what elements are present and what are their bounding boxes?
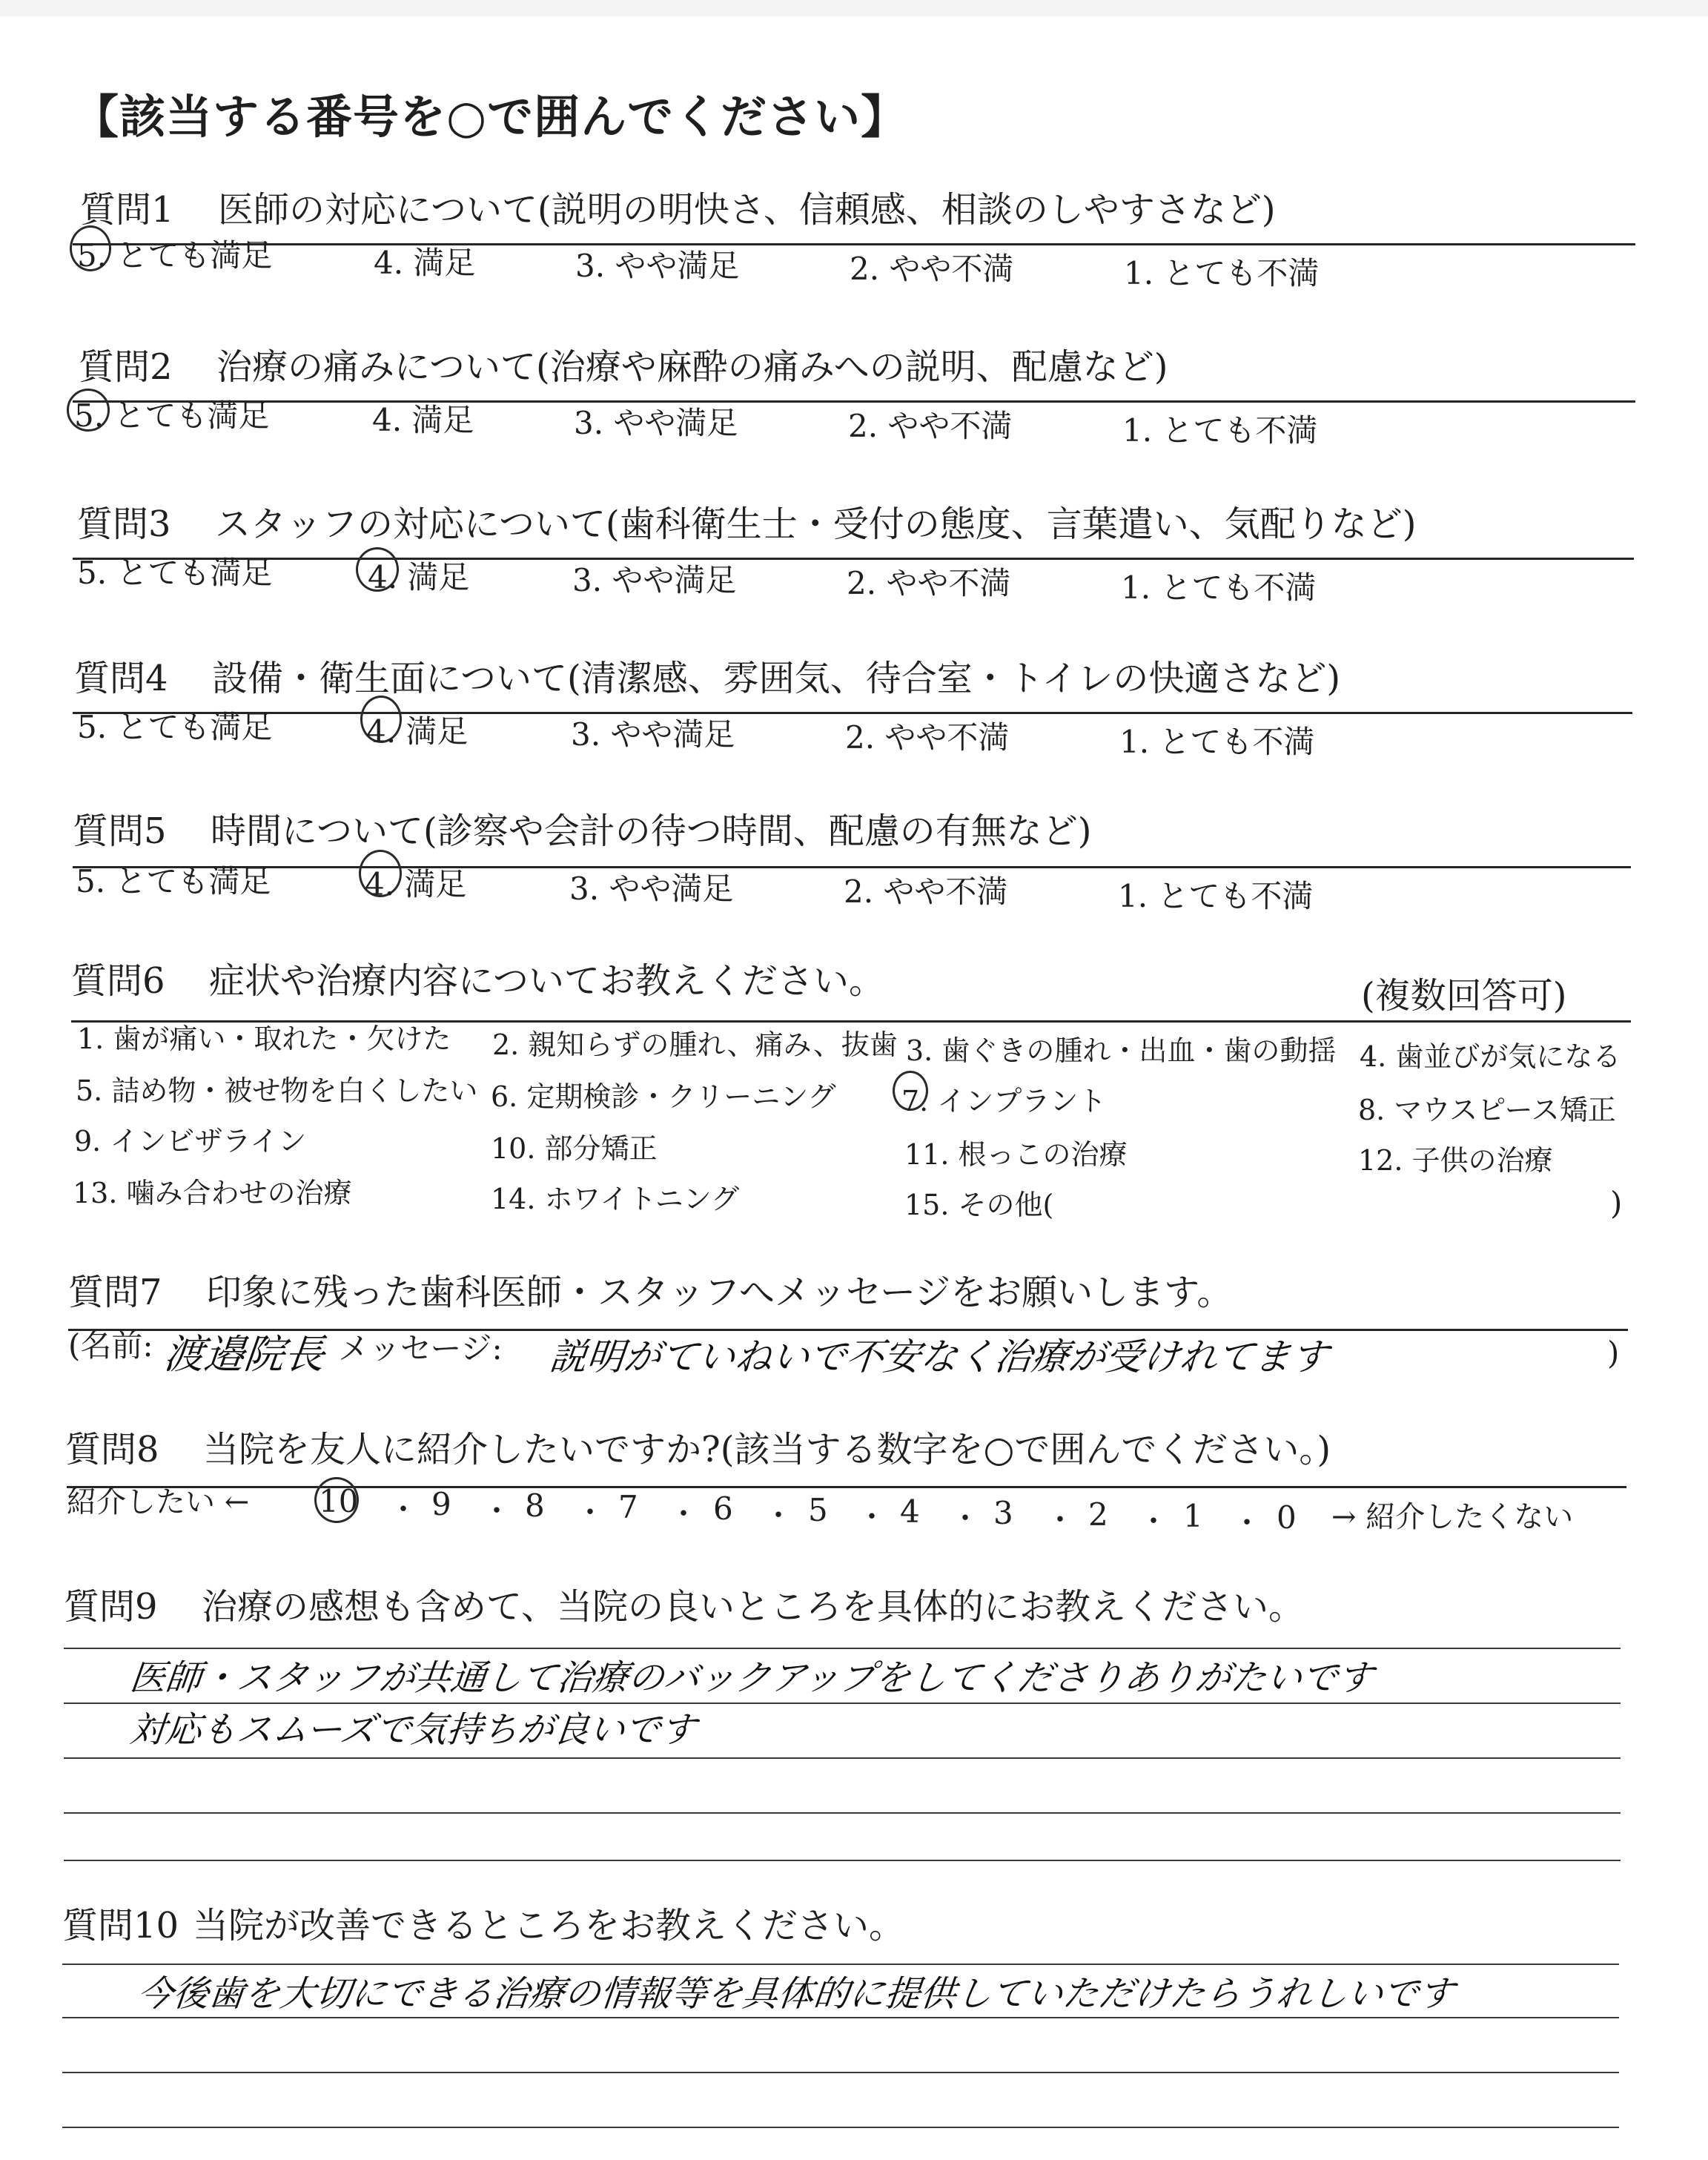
rating-option-4[interactable]: 4. 満足 [374,245,476,281]
question-2-heading: 質問2 治療の痛みについて(治療や麻酔の痛みへの説明、配慮など) [79,346,1168,388]
multiple-answers-note: (複数回答可) [1361,975,1567,1017]
rating-option-3[interactable]: 3. やや満足 [574,405,738,441]
question-9-heading: 質問9 治療の感想も含めて、当院の良いところを具体的にお教えください。 [64,1586,1305,1628]
question-8-rule [67,1486,1626,1488]
recommend-left-label: 紹介したい ← [67,1485,250,1519]
rating-option-1[interactable]: 1. とても不満 [1122,412,1318,449]
rating-option-2[interactable]: 2. やや不満 [847,565,1011,601]
scale-value[interactable]: 6 [713,1490,733,1527]
q10-answer-line-1[interactable]: 今後歯を大切にできる治療の情報等を具体的に提供していただけたらうれしいです [135,1973,1457,2015]
rating-option-4[interactable]: 4. 満足 [368,559,470,595]
scale-value[interactable]: 9 [431,1486,451,1522]
rating-option-5[interactable]: 5. とても満足 [77,555,273,591]
question-8-heading: 質問8 当院を友人に紹介したいですか?(該当する数字を○で囲んでください。) [65,1429,1331,1470]
rating-option-2[interactable]: 2. やや不満 [848,408,1013,444]
scale-value[interactable]: 2 [1088,1496,1108,1533]
rating-option-1[interactable]: 1. とても不満 [1121,569,1317,606]
treatment-option[interactable]: 7. インプラント [901,1085,1107,1117]
rating-option-5[interactable]: 5. とても満足 [74,397,270,434]
treatment-option[interactable]: 2. 親知らずの腫れ、痛み、抜歯 [492,1028,898,1061]
rating-option-3[interactable]: 3. やや満足 [572,562,737,598]
rating-option-1[interactable]: 1. とても不満 [1124,255,1320,291]
treatment-option[interactable]: 8. マウスピース矯正 [1358,1094,1616,1126]
scale-value[interactable]: 4 [900,1493,920,1530]
question-6-heading: 質問6 症状や治療内容についてお教えください。 [71,960,885,1002]
name-handwritten[interactable]: 渡邉院長 [162,1331,327,1378]
question-10-heading: 質問10 当院が改善できるところをお教えください。 [62,1905,905,1946]
scale-value[interactable]: 5 [808,1492,828,1528]
rating-option-3[interactable]: 3. やや満足 [569,871,734,907]
treatment-option[interactable]: 11. 根っこの治療 [904,1138,1128,1171]
answer-line [62,2017,1619,2018]
question-7-heading: 質問7 印象に残った歯科医師・スタッフへメッセージをお願いします。 [68,1272,1233,1313]
rating-option-4[interactable]: 4. 満足 [372,402,474,438]
answer-line [62,2072,1619,2073]
q9-answer-line-2[interactable]: 対応もスムーズで気持ちが良いです [128,1709,698,1751]
scale-separator: ・ [575,1496,605,1530]
scale-separator: ・ [1232,1506,1262,1540]
treatment-option[interactable]: 5. 詰め物・被せ物を白くしたい [76,1074,478,1107]
scale-value[interactable]: 1 [1183,1498,1203,1534]
scale-separator: ・ [764,1499,793,1533]
rating-option-4[interactable]: 4. 満足 [365,866,467,902]
question-3-heading: 質問3 スタッフの対応について(歯科衛生士・受付の態度、言葉遣い、気配りなど) [77,503,1417,545]
treatment-option[interactable]: 4. 歯並びが気になる [1360,1040,1621,1073]
treatment-option[interactable]: 15. その他( [904,1189,1054,1221]
rating-option-1[interactable]: 1. とても不満 [1119,724,1315,760]
message-label: メッセージ: [338,1330,503,1367]
rating-option-1[interactable]: 1. とても不満 [1118,878,1314,914]
recommend-right-label: → 紹介したくない [1331,1500,1574,1534]
question-5-heading: 質問5 時間について(診察や会計の待つ時間、配慮の有無など) [73,810,1092,852]
rating-option-4[interactable]: 4. 満足 [366,713,469,750]
rating-option-5[interactable]: 5. とても満足 [76,863,271,899]
rating-option-2[interactable]: 2. やや不満 [844,873,1008,910]
scale-value[interactable]: 0 [1277,1499,1297,1536]
treatment-option[interactable]: 13. 噛み合わせの治療 [73,1177,352,1209]
question-1-heading: 質問1 医師の対応について(説明の明快さ、信頼感、相談のしやすさなど) [80,189,1276,231]
treatment-option[interactable]: 12. 子供の治療 [1358,1144,1553,1177]
answer-line [64,1812,1621,1814]
scale-separator: ・ [388,1493,418,1527]
rating-option-3[interactable]: 3. やや満足 [575,248,740,284]
answer-line [62,2127,1619,2128]
rating-option-5[interactable]: 5. とても満足 [77,237,273,274]
message-handwritten[interactable]: 説明がていねいで不安なく治療が受けれてます [547,1335,1331,1378]
treatment-option[interactable]: 9. インビザライン [74,1125,307,1157]
scale-separator: ・ [482,1494,512,1528]
name-label: (名前: [68,1327,153,1364]
answer-line [64,1860,1621,1861]
question-4-heading: 質問4 設備・衛生面について(清潔感、雰囲気、待合室・トイレの快適さなど) [74,658,1341,699]
scale-value[interactable]: 10 [319,1483,359,1519]
treatment-option[interactable]: 6. 定期検診・クリーニング [491,1080,836,1113]
page-title: 【該当する番号を○で囲んでください】 [73,90,908,144]
rating-option-5[interactable]: 5. とても満足 [77,709,273,745]
scale-separator: ・ [669,1497,698,1531]
scale-separator: ・ [857,1500,887,1534]
message-close-paren: ) [1607,1335,1620,1371]
scale-separator: ・ [1139,1505,1168,1539]
scale-value[interactable]: 3 [993,1495,1013,1531]
answer-line [64,1757,1621,1759]
treatment-option[interactable]: 3. 歯ぐきの腫れ・出血・歯の動揺 [906,1034,1337,1067]
rating-option-2[interactable]: 2. やや不満 [850,251,1014,287]
scale-value[interactable]: 7 [618,1489,638,1525]
other-close-paren: ) [1610,1185,1623,1221]
scale-separator: ・ [1045,1503,1075,1537]
treatment-option[interactable]: 1. 歯が痛い・取れた・欠けた [77,1023,451,1055]
treatment-option[interactable]: 14. ホワイトニング [491,1183,740,1215]
treatment-option[interactable]: 10. 部分矯正 [491,1132,658,1165]
scale-separator: ・ [950,1502,980,1536]
scale-value[interactable]: 8 [525,1487,545,1524]
q9-answer-line-1[interactable]: 医師・スタッフが共通して治療のバックアップをしてくださりありがたいです [128,1657,1376,1699]
rating-option-2[interactable]: 2. やや不満 [845,719,1010,756]
rating-option-3[interactable]: 3. やや満足 [571,716,735,753]
